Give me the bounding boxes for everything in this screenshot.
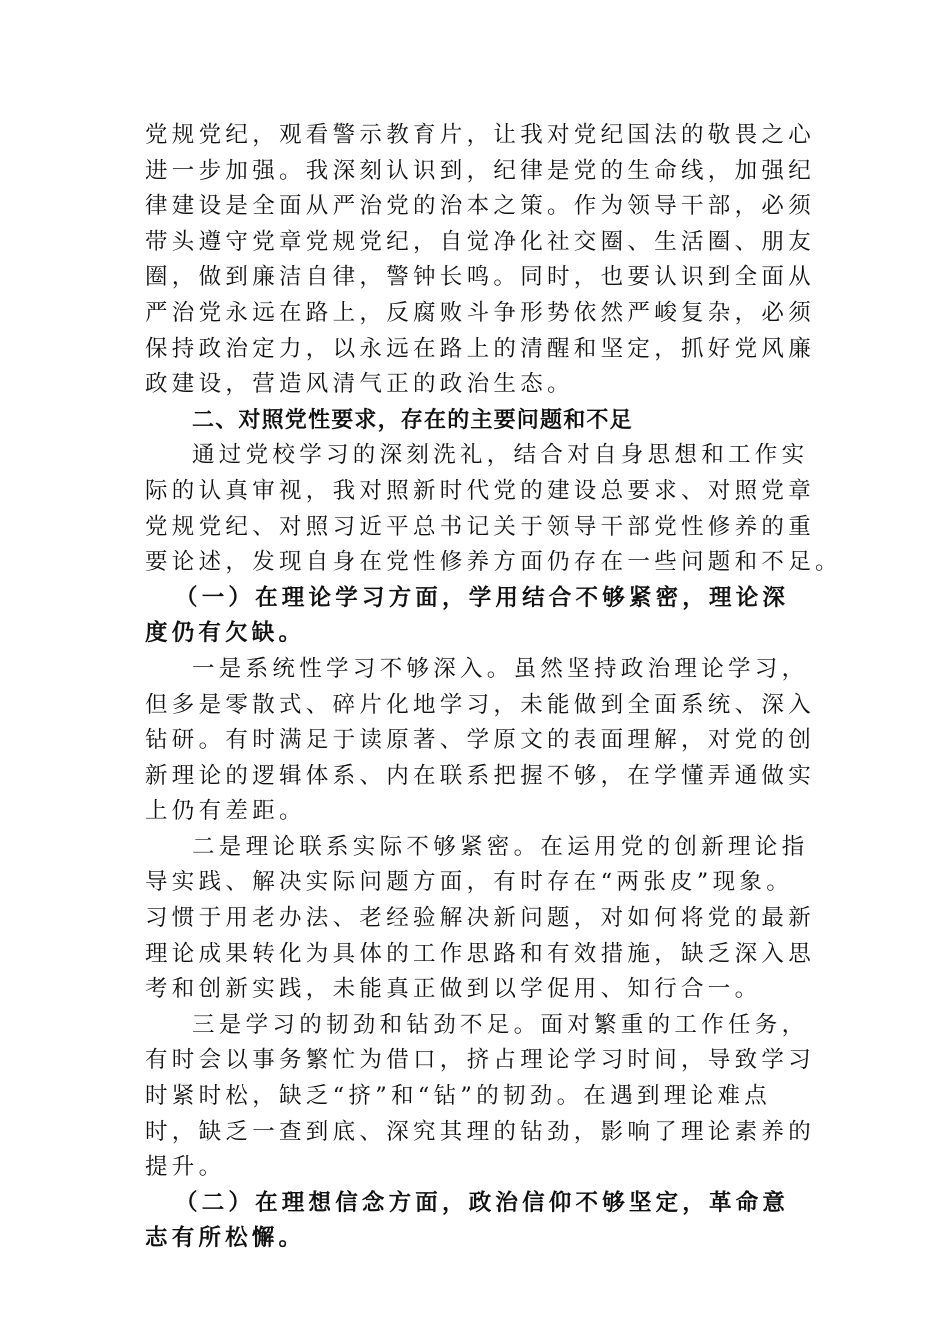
text-line: 三是学习的韧劲和钻劲不足。面对繁重的工作任务， bbox=[192, 1011, 809, 1038]
text-line: 政建设，营造风清气正的政治生态。 bbox=[145, 371, 574, 398]
text-line: 带头遵守党章党规党纪，自觉净化社交圈、生活圈、朋友 bbox=[145, 228, 816, 255]
heading-text: 二、对照党性要求，存在的主要问题和不足 bbox=[192, 407, 633, 433]
text-line: 党规党纪、对照习近平总书记关于领导干部党性修养的重 bbox=[145, 513, 816, 540]
subheading-ideals-beliefs bbox=[145, 1186, 805, 1257]
text-line: 保持政治定力，以永远在路上的清醒和坚定，抓好党风廉 bbox=[145, 335, 816, 362]
text-line: 圈，做到廉洁自律，警钟长鸣。同时，也要认识到全面从 bbox=[145, 264, 816, 291]
text-line: 导实践、解决实际问题方面，有时存在“两张皮”现象。 bbox=[145, 869, 794, 896]
text-line: 提升。 bbox=[145, 1154, 226, 1181]
text-line: 考和创新实践，未能真正做到以学促用、知行合一。 bbox=[145, 976, 762, 1003]
text-line: 进一步加强。我深刻认识到，纪律是党的生命线，加强纪 bbox=[145, 157, 816, 184]
paragraph-discipline bbox=[145, 118, 816, 403]
text-line: 有时会以事务繁忙为借口，挤占理论学习时间，导致学习 bbox=[145, 1047, 816, 1074]
text-line: 时，缺乏一查到底、深究其理的钻劲，影响了理论素养的 bbox=[145, 1118, 816, 1145]
document-page bbox=[145, 118, 842, 1257]
text-line: 上仍有差距。 bbox=[145, 798, 306, 825]
text-line: 党规党纪，观看警示教育片，让我对党纪国法的敬畏之心 bbox=[145, 122, 816, 148]
text-line: 一是系统性学习不够深入。虽然坚持政治理论学习， bbox=[192, 655, 809, 682]
text-line: 时紧时松，缺乏“挤”和“钻”的韧劲。在遇到理论难点 bbox=[145, 1083, 772, 1110]
paragraph-point-two bbox=[145, 830, 816, 1008]
text-line: 新理论的逻辑体系、内在联系把握不够，在学懂弄通做实 bbox=[145, 762, 816, 789]
text-line: 律建设是全面从严治党的治本之策。作为领导干部，必须 bbox=[145, 193, 816, 220]
text-line: 要论述，发现自身在党性修养方面仍存在一些问题和不足。 bbox=[145, 549, 842, 576]
text-line: 理论成果转化为具体的工作思路和有效措施，缺乏深入思 bbox=[145, 940, 816, 967]
text-line: 际的认真审视，我对照新时代党的建设总要求、对照党章 bbox=[145, 477, 816, 504]
text-line: 通过党校学习的深刻洗礼，结合对自身思想和工作实 bbox=[192, 442, 809, 469]
text-line: 钻研。有时满足于读原著、学原文的表面理解，对党的创 bbox=[145, 727, 816, 754]
text-line: 但多是零散式、碎片化地学习，未能做到全面系统、深入 bbox=[145, 691, 816, 718]
paragraph-point-three bbox=[145, 1008, 816, 1186]
text-line: 习惯于用老办法、老经验解决新问题，对如何将党的最新 bbox=[145, 905, 816, 932]
subheading-text: 度仍有欠缺。 bbox=[145, 620, 306, 647]
section-heading bbox=[145, 403, 805, 439]
text-line: 二是理论联系实际不够紧密。在运用党的创新理论指 bbox=[192, 833, 809, 860]
subheading-text: 志有所松懈。 bbox=[145, 1225, 306, 1252]
text-line: 严治党永远在路上，反腐败斗争形势依然严峻复杂，必须 bbox=[145, 299, 816, 326]
paragraph-point-one bbox=[145, 652, 816, 830]
subheading-theory-study bbox=[145, 581, 805, 652]
subheading-text: （一）在理论学习方面，学用结合不够紧密，理论深 bbox=[175, 584, 790, 611]
paragraph-intro bbox=[145, 438, 842, 580]
subheading-text: （二）在理想信念方面，政治信仰不够坚定，革命意 bbox=[175, 1189, 790, 1216]
